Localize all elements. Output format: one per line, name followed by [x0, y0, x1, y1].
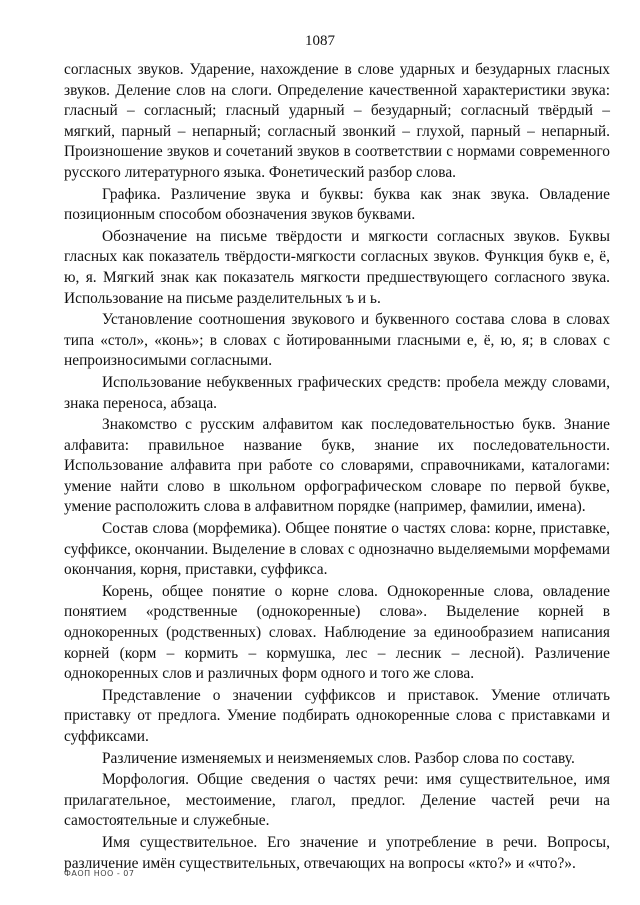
paragraph: Корень, общее понятие о корне слова. Однокоренные слова, овладение понятием «родственные (однокоренные) слова». Выделение корней в однокоренных (родственных) словах. Наблюдение за единообразием написания корней (корм – кормить – кормушка, лес – лесник – лесной). Различение однокоренных слов и различных форм одного и того же слова.: [64, 582, 610, 683]
paragraph: Состав слова (морфемика). Общее понятие о частях слова: корне, приставке, суффиксе, окончании. Выделение в словах с однозначно выделяемыми морфемами окончания, корня, приставки, суффикса.: [64, 520, 610, 579]
paragraph: Использование небуквенных графических средств: пробела между словами, знака переноса, абзаца.: [64, 373, 610, 412]
page-number: 1087: [305, 33, 335, 49]
paragraph: Графика. Различение звука и буквы: буква как знак звука. Овладение позиционным способом обозначения звуков буквами.: [64, 185, 610, 224]
paragraph: Морфология. Общие сведения о частях речи: имя существительное, имя прилагательное, местоимение, глагол, предлог. Деление частей речи на самостоятельные и служебные.: [64, 771, 610, 830]
paragraph: согласных звуков. Ударение, нахождение в слове ударных и безударных гласных звуков. Деление слов на слоги. Определение качественной характеристики звука: гласный – согласный; гласный ударный – безударный; согласный твёрдый – мягкий, парный – непарный; согласный звонкий – глухой, парный – непарный. Произношение звуков и сочетаний звуков в соответствии с нормами современного русского литературного языка. Фонетический разбор слова.: [64, 61, 610, 181]
footer-label: ФАОП НОО - 07: [64, 869, 135, 878]
paragraph: Представление о значении суффиксов и приставок. Умение отличать приставку от предлога. Умение подбирать однокоренные слова с приставками и суффиксами.: [64, 686, 610, 745]
paragraph: Имя существительное. Его значение и употребление в речи. Вопросы, различение имён существительных, отвечающих на вопросы «кто?» и «что?».: [64, 833, 610, 872]
document-body: [64, 60, 610, 874]
paragraph: Установление соотношения звукового и буквенного состава слова в словах типа «стол», «конь»; в словах с йотированными гласными е, ё, ю, я; в словах с непроизносимыми согласными.: [64, 311, 610, 370]
paragraph: Различение изменяемых и неизменяемых слов. Разбор слова по составу.: [102, 749, 575, 767]
paragraph: Обозначение на письме твёрдости и мягкости согласных звуков. Буквы гласных как показатель твёрдости-мягкости согласных звуков. Функция букв е, ё, ю, я. Мягкий знак как показатель мягкости предшествующего согласного звука. Использование на письме разделительных ъ и ь.: [64, 227, 610, 307]
paragraph: Знакомство с русским алфавитом как последовательностью букв. Знание алфавита: правильное название букв, знание их последовательности. Использование алфавита при работе со словарями, справочниками, каталогами: умение найти слово в школьном орфографическом словаре по первой букве, умение расположить слова в алфавитном порядке (например, фамилии, имена).: [64, 416, 610, 516]
